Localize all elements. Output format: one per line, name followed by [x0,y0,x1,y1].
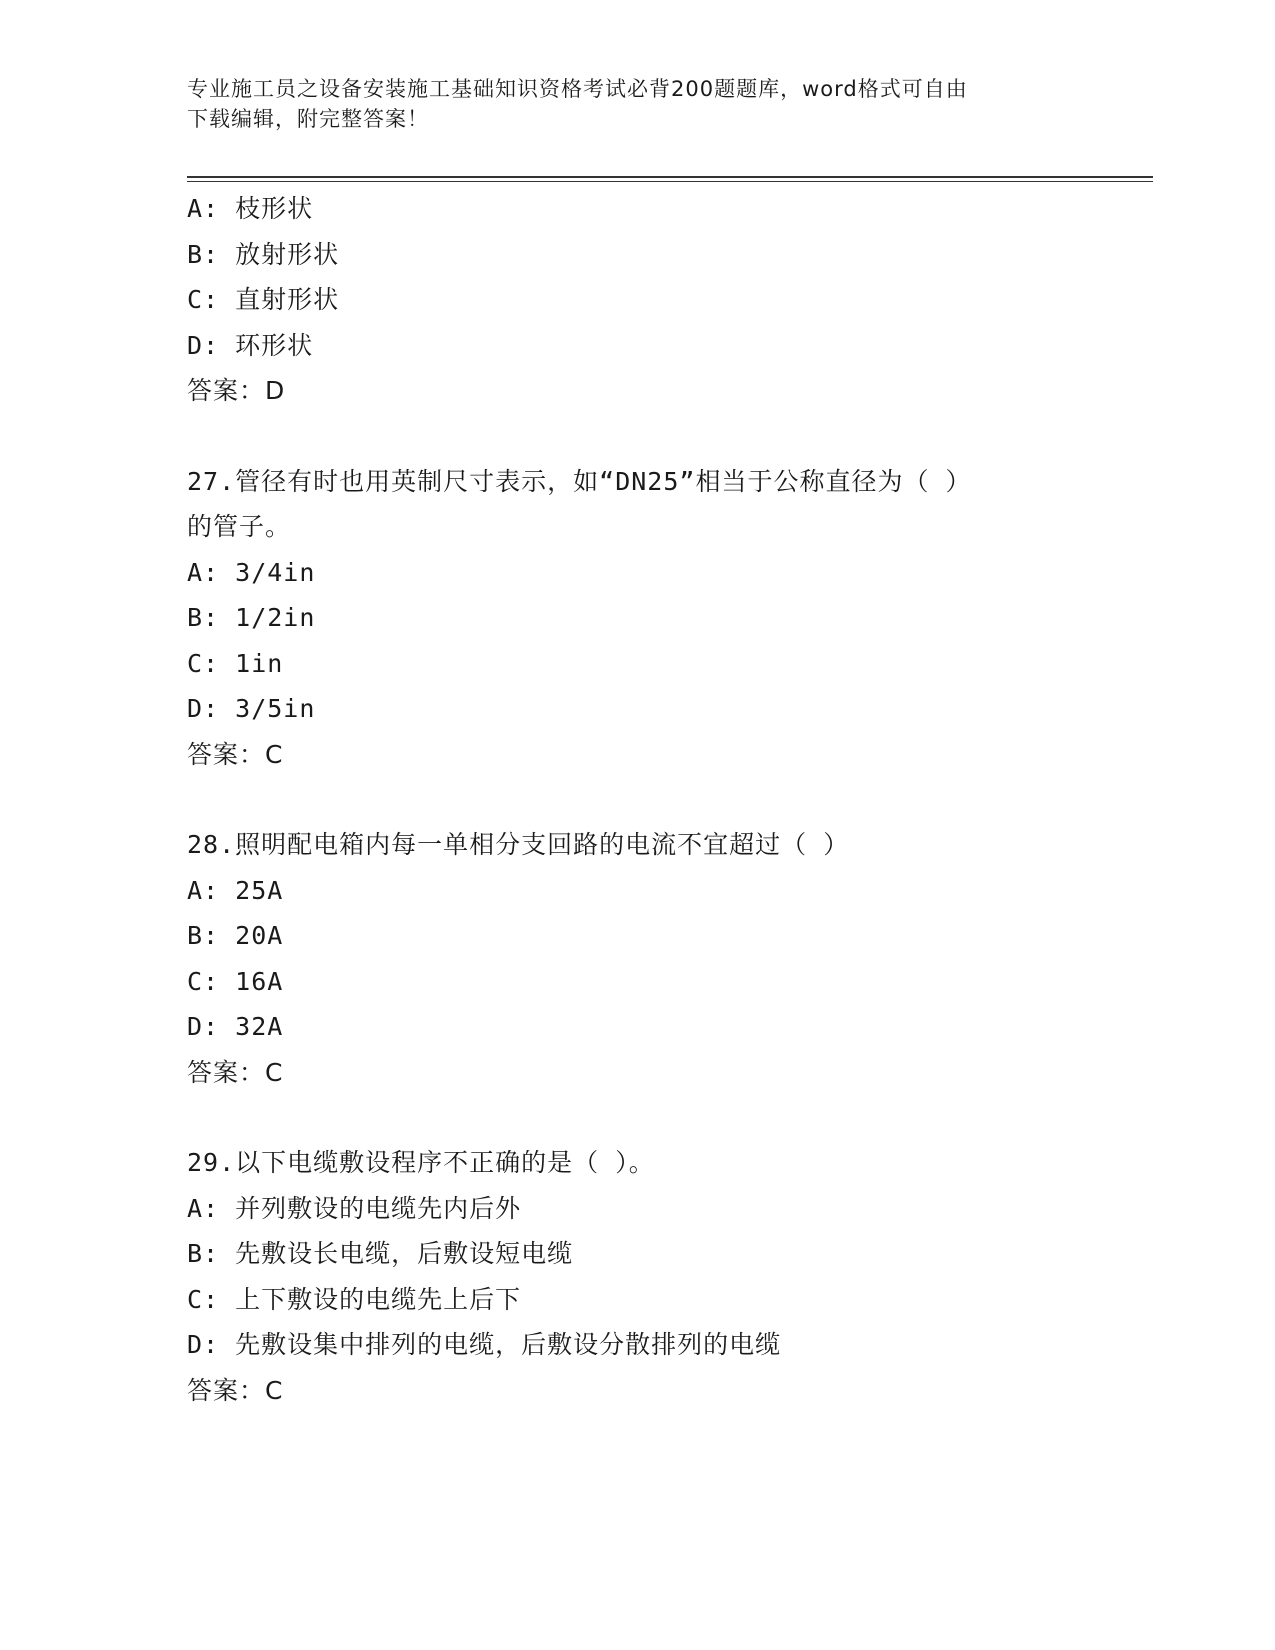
document-header [187,74,1067,134]
option-a: A: 枝形状 [187,194,314,223]
option-c: C: 直射形状 [187,285,340,314]
option-a: A: 3/4in [187,557,316,587]
option-b: B: 先敷设长电缆，后敷设短电缆 [187,1239,574,1268]
option-d: D: 环形状 [187,330,314,360]
option-d: D: 3/5in [187,694,316,723]
question-stem: 28.照明配电箱内每一单相分支回路的电流不宜超过（ ） [187,830,850,859]
header-divider-thick [187,176,1153,178]
answer-line: 答案：C [187,739,284,769]
question-27 [187,459,1087,778]
option-a: A: 25A [187,875,284,905]
question-stem: 27.管径有时也用英制尺寸表示，如“DN25”相当于公称直径为（ ） [187,466,972,496]
spacer [187,777,1087,822]
question-stem: 29.以下电缆敷设程序不正确的是（ ）。 [187,1148,655,1177]
option-c: C: 1in [187,648,284,678]
header-line-1: 专业施工员之设备安装施工基础知识资格考试必背200题题库，word格式可自由 [187,77,968,101]
option-b: B: 1/2in [187,603,316,632]
answer-line: 答案：C [187,1375,284,1405]
answer-line: 答案：D [187,376,286,405]
answer-line: 答案：C [187,1057,284,1087]
spacer [187,414,1087,459]
question-stem-continued: 的管子。 [187,512,292,541]
header-divider-thin [187,181,1153,182]
question-26 [187,186,1087,414]
option-a: A: 并列敷设的电缆先内后外 [187,1193,522,1223]
option-d: D: 先敷设集中排列的电缆，后敷设分散排列的电缆 [187,1330,782,1359]
question-list [187,186,1087,1413]
option-c: C: 上下敷设的电缆先上后下 [187,1284,522,1314]
question-28 [187,822,1087,1095]
question-29 [187,1140,1087,1413]
option-c: C: 16A [187,966,284,996]
spacer [187,1095,1087,1140]
header-line-2: 下载编辑，附完整答案！ [187,107,429,131]
option-b: B: 20A [187,921,284,950]
option-b: B: 放射形状 [187,239,340,269]
option-d: D: 32A [187,1012,284,1041]
